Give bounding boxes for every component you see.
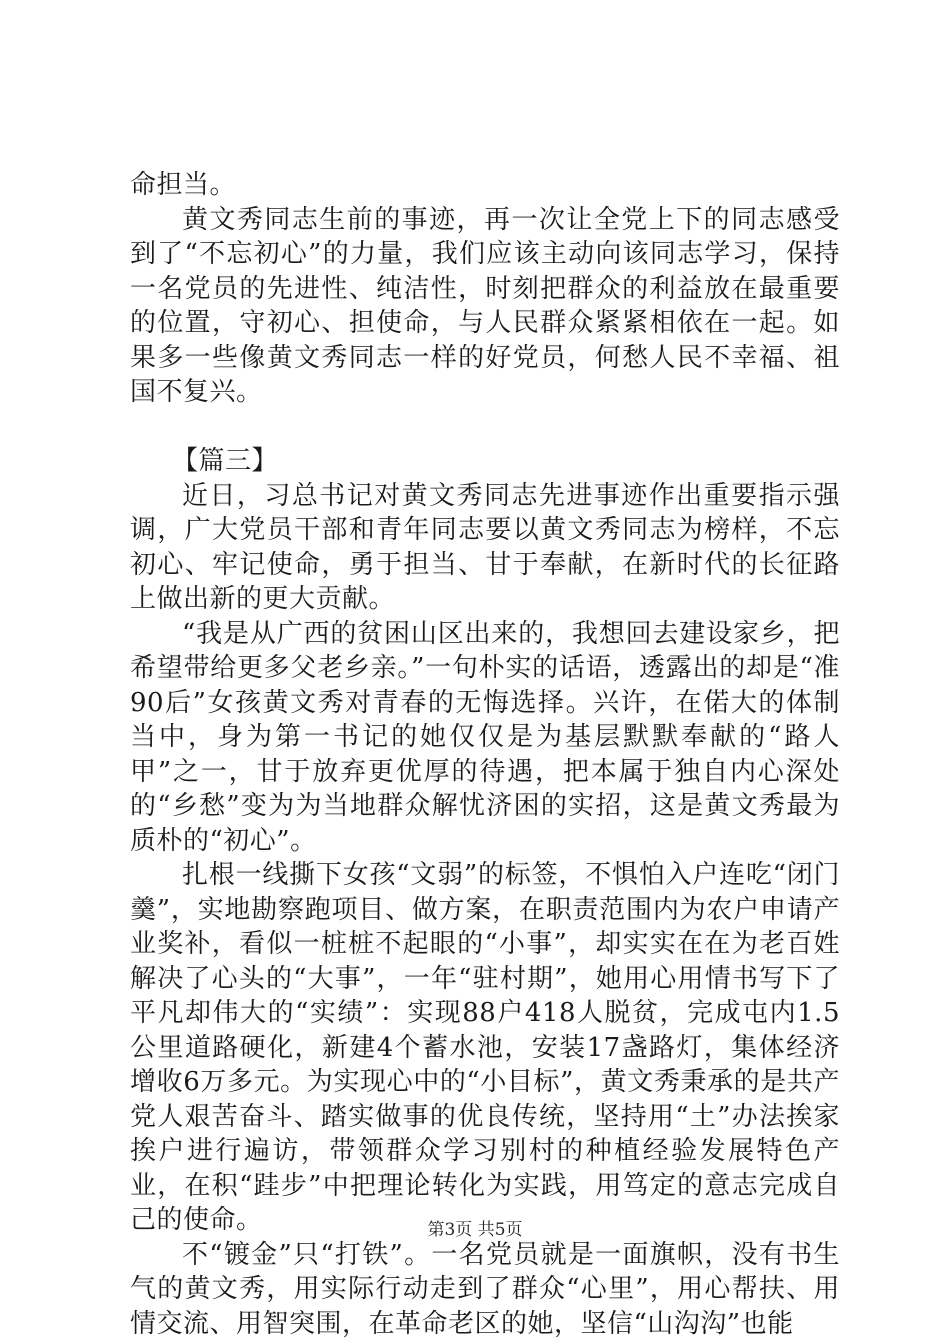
paragraph: 近日，习总书记对黄文秀同志先进事迹作出重要指示强调，广大党员干部和青年同志要以黄文秀同志为榜样，不忘初心、牢记使命，勇于担当、甘于奉献，在新时代的长征路上做出新的更大贡献。: [130, 480, 840, 614]
page-footer: 第3页 共5页: [427, 1220, 523, 1240]
paragraph: 黄文秀同志生前的事迹，再一次让全党上下的同志感受到了“不忘初心”的力量，我们应该主动向该同志学习，保持一名党员的先进性、纯洁性，时刻把群众的利益放在最重要的位置，守初心、担使命，与人民群众紧紧相依在一起。如果多一些像黄文秀同志一样的好党员，何愁人民不幸福、祖国不复兴。: [130, 204, 840, 407]
paragraph: 不“镀金”只“打铁”。一名党员就是一面旗帜，没有书生气的黄文秀，用实际行动走到了群众“心里”，用心帮扶、用情交流、用智突围，在革命老区的她，坚信“山沟沟”也能: [130, 1239, 840, 1339]
paragraph: “我是从广西的贫困山区出来的，我想回去建设家乡，把希望带给更多父老乡亲。”一句朴实的话语，透露出的却是“准90后”女孩黄文秀对青春的无悔选择。兴许，在偌大的体制当中，身为第一书记的她仅仅是为基层默默奉献的“路人甲”之一，甘于放弃更优厚的待遇，把本属于独自内心深处的“乡愁”变为为当地群众解忧济困的实招，这是黄文秀最为质朴的“初心”。: [130, 618, 840, 856]
section-title: 【篇三】: [172, 446, 279, 476]
paragraph-continuation: 命担当。: [130, 170, 237, 200]
paragraph: 扎根一线撕下女孩“文弱”的标签，不惧怕入户连吃“闭门羹”，实地勘察跑项目、做方案，在职责范围内为农户申请产业奖补，看似一桩桩不起眼的“小事”，却实实在在为老百姓解决了心头的“大事”，一年“驻村期”，她用心用情书写下了平凡却伟大的“实绩”：实现88户418人脱贫，完成屯内1.5公里道路硬化，新建4个蓄水池，安装17盏路灯，集体经济增收6万多元。为实现心中的“小目标”，黄文秀秉承的是共产党人艰苦奋斗、踏实做事的优良传统，坚持用“土”办法挨家挨户进行遍访，带领群众学习别村的种植经验发展特色产业，在积“跬步”中把理论转化为实践，用笃定的意志完成自己的使命。: [130, 860, 840, 1235]
document-body: [130, 168, 840, 1341]
paragraph-gap: [130, 410, 840, 445]
